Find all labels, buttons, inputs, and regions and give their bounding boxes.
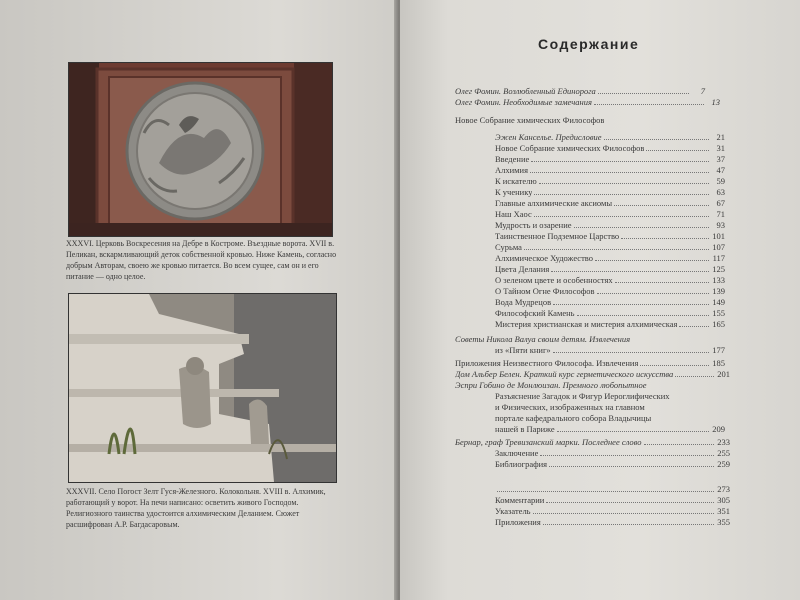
toc-entry — [495, 517, 730, 527]
toc-entry — [495, 413, 715, 423]
toc-leader — [497, 491, 714, 492]
toc-entry — [455, 358, 725, 368]
toc-leader — [534, 216, 709, 217]
toc-entry — [495, 187, 725, 197]
toc-entry-title: Библиография — [495, 459, 548, 469]
toc-leader — [598, 93, 689, 94]
toc-entry-page: 71 — [716, 209, 725, 219]
photo2-caption: XXXVII. Село Погост Зелт Гуся-Железного. Колокольня. XVIII в. Алхимик, работающий у ворот. На печи написано: осветить живого Господом. Религиозного таинства удостоится алхимическим Деланием. Сюжет расшифрован А.Р. Багдасаровым. — [66, 487, 326, 529]
toc-entry-page: 67 — [716, 198, 725, 208]
toc-entry-page: 165 — [712, 319, 725, 329]
toc-entry-title: К искателю — [495, 176, 537, 186]
toc-entry — [495, 402, 715, 412]
toc-entry-title: из «Пяти книг» — [495, 345, 551, 355]
toc-entry-page: 31 — [716, 143, 725, 153]
toc-leader — [679, 326, 709, 327]
toc-entry-page: 155 — [712, 308, 725, 318]
toc-entry-page: 37 — [716, 154, 725, 164]
toc-entry — [495, 220, 725, 230]
toc-entry-title: Алхимическое Художество — [495, 253, 593, 263]
toc-entry-title: О зеленом цвете и особенностях — [495, 275, 613, 285]
toc-entry-page: 305 — [717, 495, 730, 505]
toc-entry-title: Вода Мудрецов — [495, 297, 552, 307]
toc-leader — [534, 194, 709, 195]
toc-leader — [540, 455, 714, 456]
toc-entry — [495, 242, 725, 252]
toc-entry — [495, 319, 725, 329]
toc-leader — [549, 466, 714, 467]
toc-entry — [495, 176, 725, 186]
toc-leader — [595, 260, 709, 261]
toc-entry-title: Введение — [495, 154, 530, 164]
toc-entry — [455, 369, 730, 379]
toc-leader — [531, 161, 709, 162]
toc-entry-title: Новое Собрание химических Философов — [455, 115, 605, 125]
toc-leader — [577, 315, 709, 316]
toc-entry-title: Эжен Канселье. Предисловие — [495, 132, 602, 142]
toc-entry-title: Бернар, граф Тревизанский марки. Последнее слово — [455, 437, 642, 447]
toc-leader — [621, 238, 709, 239]
toc-entry-title: Мудрость и озарение — [495, 220, 572, 230]
toc-entry-page: 21 — [716, 132, 725, 142]
toc-entry — [495, 286, 725, 296]
toc-entry-title: Философский Камень — [495, 308, 575, 318]
toc-entry — [495, 484, 730, 494]
toc-entry — [495, 308, 725, 318]
toc-entry-page: 107 — [712, 242, 725, 252]
toc-leader — [597, 293, 709, 294]
toc-leader — [553, 352, 709, 353]
toc-entry-title: Таинственное Подземное Царство — [495, 231, 620, 241]
toc-leader — [530, 172, 709, 173]
toc-entry-title: Мистерия христианская и мистерия алхимическая — [495, 319, 678, 329]
toc-entry-title: Приложения — [495, 517, 541, 527]
toc-leader — [604, 139, 709, 140]
toc-entry — [455, 86, 705, 96]
toc-leader — [646, 150, 709, 151]
toc-entry-page: 355 — [717, 517, 730, 527]
toc-entry-page: 259 — [717, 459, 730, 469]
left-page — [0, 0, 398, 600]
toc-entry-page: 63 — [716, 187, 725, 197]
toc-entry-title: Цвета Делания — [495, 264, 550, 274]
toc-leader — [551, 271, 709, 272]
toc-entry-title: Советы Никола Валуа своим детям. Извлечения — [455, 334, 631, 344]
toc-entry — [495, 154, 725, 164]
toc-entry-title: К ученику — [495, 187, 533, 197]
toc-entry-page: 7 — [700, 86, 705, 96]
toc-entry-title: Приложения Неизвестного Философа. Извлечения — [455, 358, 639, 368]
toc-entry-title: Разъяснение Загадок и Фигур Иероглифических — [495, 391, 670, 401]
toc-entry-page: 13 — [711, 97, 720, 107]
toc-entry — [455, 334, 695, 344]
toc-entry-page: 133 — [712, 275, 725, 285]
toc-entry — [495, 448, 730, 458]
toc-leader — [546, 502, 714, 503]
toc-entry — [455, 380, 695, 390]
toc-entry-page: 209 — [712, 424, 725, 434]
toc-entry-page: 233 — [717, 437, 730, 447]
toc-leader — [594, 104, 704, 105]
contents-title: Содержание — [538, 36, 640, 52]
toc-entry — [495, 424, 725, 434]
toc-entry — [495, 143, 725, 153]
toc-entry-page: 177 — [712, 345, 725, 355]
toc-entry-title: Олег Фомин. Возлюбленный Единорога — [455, 86, 596, 96]
toc-entry-page: 185 — [712, 358, 725, 368]
toc-entry — [495, 165, 725, 175]
toc-leader — [524, 249, 709, 250]
toc-entry — [495, 391, 715, 401]
toc-entry-title: Главные алхимические аксиомы — [495, 198, 613, 208]
toc-entry — [495, 198, 725, 208]
toc-entry-title: Сурьма — [495, 242, 522, 252]
toc-entry-title: Комментарии — [495, 495, 545, 505]
toc-entry-title: Новое Собрание химических Философов — [495, 143, 645, 153]
toc-entry-page: 125 — [712, 264, 725, 274]
toc-entry-page: 255 — [717, 448, 730, 458]
toc-leader — [614, 205, 709, 206]
toc-entry — [495, 459, 730, 469]
toc-entry — [495, 506, 730, 516]
toc-entry-title: Алхимия — [495, 165, 529, 175]
toc-entry — [495, 297, 725, 307]
toc-entry-page: 273 — [717, 484, 730, 494]
toc-entry-title: Заключение — [495, 448, 539, 458]
toc-entry-page: 139 — [712, 286, 725, 296]
toc-entry-title: Эспри Гобино де Монлюизан. Премного любопытное — [455, 380, 647, 390]
toc-leader — [675, 376, 714, 377]
toc-entry — [495, 132, 725, 142]
toc-leader — [574, 227, 709, 228]
toc-entry-title: Указатель — [495, 506, 531, 516]
toc-entry — [455, 437, 730, 447]
toc-entry-page: 351 — [717, 506, 730, 516]
toc-entry-page: 201 — [717, 369, 730, 379]
toc-entry — [495, 231, 725, 241]
toc-entry — [495, 264, 725, 274]
toc-leader — [543, 524, 714, 525]
toc-entry — [495, 345, 725, 355]
toc-entry-title: портале кафедрального собора Владычицы — [495, 413, 652, 423]
toc-entry-title: и Физических, изображенных на главном — [495, 402, 645, 412]
toc-entry-title: нашей в Париже — [495, 424, 555, 434]
toc-entry-title: Дом Альбер Белен. Краткий курс герметического искусства — [455, 369, 674, 379]
photo1-caption: XXXVI. Церковь Воскресения на Дебре в Костроме. Въездные ворота. XVII в. Пеликан, вскармливающий деток собственной кровью. Ниже Камень, согласно добрым Авторам, своею же кровью питается. Во всем сущее, сам он и его питание — одно целое. — [66, 239, 337, 281]
toc-entry-page: 93 — [716, 220, 725, 230]
toc-entry-page: 149 — [712, 297, 725, 307]
toc-leader — [553, 304, 709, 305]
photo-belltower-sculpture — [68, 293, 337, 483]
toc-entry-page: 117 — [712, 253, 725, 263]
toc-entry-title: Олег Фомин. Необходимые замечания — [455, 97, 592, 107]
toc-leader — [533, 513, 714, 514]
toc-entry-page: 59 — [716, 176, 725, 186]
toc-entry-page: 101 — [712, 231, 725, 241]
toc-entry-title: Наш Хаос — [495, 209, 532, 219]
toc-entry — [495, 253, 725, 263]
toc-entry-page: 47 — [716, 165, 725, 175]
toc-entry — [495, 209, 725, 219]
toc-leader — [557, 431, 709, 432]
toc-leader — [615, 282, 709, 283]
toc-leader — [640, 365, 709, 366]
toc-entry — [455, 115, 655, 125]
toc-leader — [539, 183, 709, 184]
toc-leader — [644, 444, 714, 445]
photo-pelican-medallion — [68, 62, 333, 237]
toc-entry — [455, 97, 720, 107]
toc-entry — [495, 275, 725, 285]
toc-entry-title: О Тайном Огне Философов — [495, 286, 595, 296]
toc-entry — [495, 495, 730, 505]
